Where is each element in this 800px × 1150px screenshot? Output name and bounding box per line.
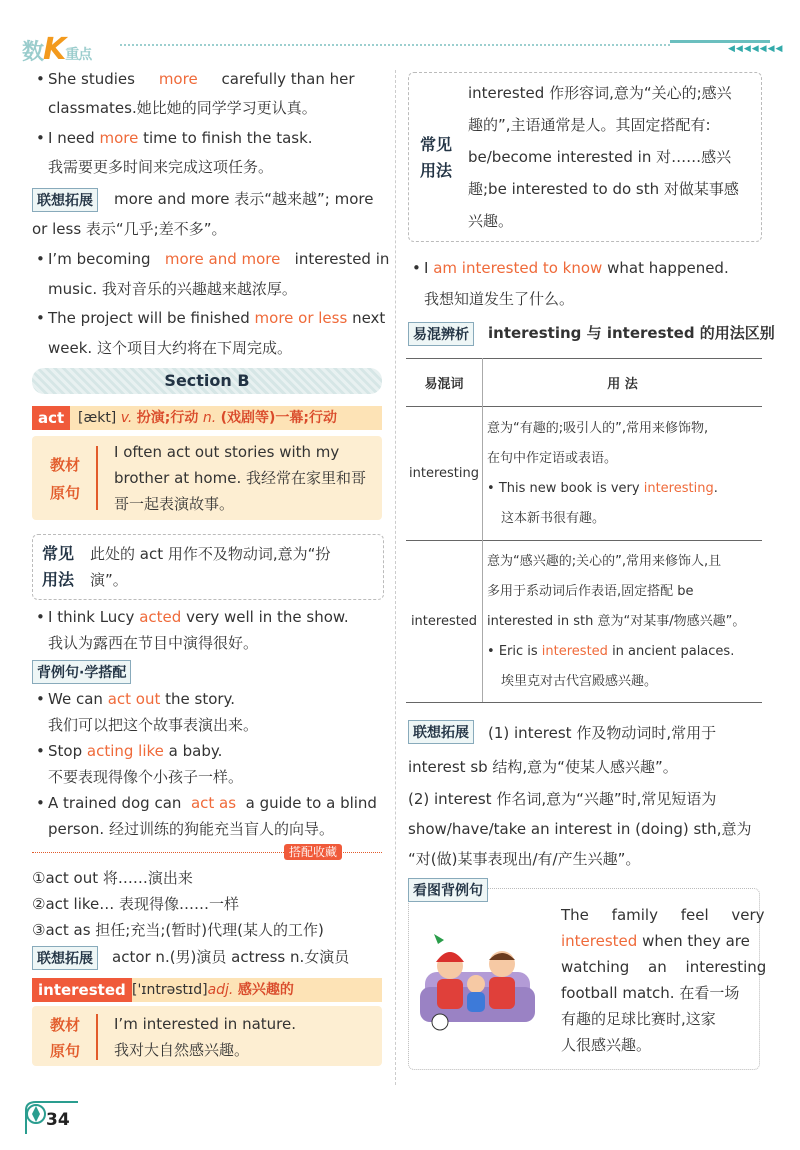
usage-label: 常见 (42, 544, 75, 563)
picture-text: football match. 在看一场 (561, 984, 740, 1002)
table-row (406, 407, 762, 541)
example-translation: 我需要更多时间来完成这项任务。 (48, 158, 274, 176)
source-separator (96, 1014, 98, 1060)
example-line: • The project will be finished more or less next (48, 307, 385, 329)
phrase-item: ①act out 将……演出来 (32, 869, 193, 887)
word-definition: [ækt] v. 扮演;行动 n. (戏剧等)一幕;行动 (78, 410, 338, 426)
usage-label: 用法 (42, 570, 75, 589)
association-text: or less 表示“几乎;差不多”。 (32, 220, 227, 238)
brand-logo (22, 32, 91, 67)
example-line: • She studies more carefully than her (48, 68, 383, 90)
association-text: more and more 表示“越来越”; more (114, 190, 374, 208)
example-line: person. 经过训练的狗能充当盲人的向导。 (48, 820, 334, 838)
example-line: • I’m becoming more and more interested in (48, 248, 389, 270)
example-translation: 我认为露西在节目中演得很好。 (48, 634, 259, 652)
usage-label: 用法 (420, 161, 453, 180)
usage-text: 演”。 (90, 571, 128, 589)
page-number: 34 (46, 1110, 70, 1130)
source-text: I’m interested in nature. (114, 1015, 296, 1033)
header-dotted-rule (120, 44, 670, 46)
usage-text: interested 作形容词,意为“关心的;感兴 (468, 84, 732, 102)
word-tag: interested (32, 978, 132, 1002)
usage-text: be/become interested in 对……感兴 (468, 148, 732, 166)
table-cell-word: interesting (406, 407, 483, 541)
picture-text: 有趣的足球比赛时,这家 (561, 1010, 716, 1028)
picture-text: The family feel very (561, 906, 765, 924)
example-line: • A trained dog can act as a guide to a blind (48, 792, 377, 814)
association-text: show/have/take an interest in (doing) sth,意为 (408, 820, 752, 838)
usage-text: 此处的 act 用作不及物动词,意为“扮 (90, 545, 331, 563)
association-tag: 联想拓展 (32, 946, 98, 970)
picture-tag: 看图背例句 (408, 878, 488, 902)
picture-text: watching an interesting (561, 958, 767, 976)
collect-tag: 搭配收藏 (284, 844, 342, 860)
source-text: I often act out stories with my (114, 443, 340, 461)
source-separator (96, 446, 98, 510)
header-solid-rule (670, 40, 770, 43)
usage-label: 常见 (420, 135, 453, 154)
association-text: (2) interest 作名词,意为“兴趣”时,常见短语为 (408, 790, 717, 808)
picture-text: interested when they are (561, 932, 750, 950)
column-divider (395, 70, 396, 1085)
word-tag: act (32, 406, 70, 430)
association-text: actor n.(男)演员 actress n.女演员 (112, 948, 350, 966)
collocation-tag: 背例句·学搭配 (32, 660, 131, 684)
association-text: “对(做)某事表现出/有/产生兴趣”。 (408, 850, 641, 868)
confusion-tag: 易混辨析 (408, 322, 474, 346)
table-row (406, 541, 762, 703)
usage-text: 趣的”,主语通常是人。其固定搭配有: (468, 116, 711, 134)
example-line: • I think Lucy acted very well in the show. (48, 606, 349, 628)
source-text: 哥一起表演故事。 (114, 495, 235, 513)
association-tag: 联想拓展 (408, 720, 474, 744)
example-translation: 不要表现得像个小孩子一样。 (48, 768, 244, 786)
example-line: week. 这个项目大约将在下周完成。 (48, 339, 292, 357)
table-cell-word: interested (406, 541, 483, 703)
section-heading: Section B (32, 368, 382, 394)
example-line: music. 我对音乐的兴趣越来越浓厚。 (48, 280, 297, 298)
example-translation: 我想知道发生了什么。 (424, 290, 575, 308)
example-line: • I need more time to finish the task. (48, 127, 313, 149)
phrase-item: ②act like… 表现得像……一样 (32, 895, 240, 913)
example-line: • I am interested to know what happened. (424, 257, 729, 279)
source-text: brother at home. 我经常在家里和哥 (114, 469, 367, 487)
example-translation: 我们可以把这个故事表演出来。 (48, 716, 259, 734)
confusion-title: interesting 与 interested 的用法区别 (488, 324, 775, 342)
logo-k: K (43, 32, 66, 67)
source-label: 原句 (50, 1042, 81, 1060)
logo-prefix: 数 (22, 40, 44, 65)
example-line: • Stop acting like a baby. (48, 740, 222, 762)
table-cell-usage: 意为“有趣的;吸引人的”,常用来修饰物, 在句中作定语或表语。 • This new book is very interesting. 这本新书很有趣。 (483, 407, 763, 541)
comparison-table (406, 358, 762, 703)
association-text: (1) interest 作及物动词时,常用于 (488, 724, 717, 742)
usage-text: 兴趣。 (468, 212, 514, 230)
table-header: 易混词 (406, 359, 483, 407)
example-line: classmates.她比她的同学学习更认真。 (48, 99, 317, 117)
source-label: 原句 (50, 484, 81, 502)
picture-text: 人很感兴趣。 (561, 1036, 652, 1054)
association-text: interest sb 结构,意为“使某人感兴趣”。 (408, 758, 678, 776)
source-text: 我对大自然感兴趣。 (114, 1041, 250, 1059)
association-tag: 联想拓展 (32, 188, 98, 212)
table-cell-usage: 意为“感兴趣的;关心的”,常用来修饰人,且 多用于系动词后作表语,固定搭配 be interested in sth 意为“对某事/物感兴趣”。 • Eric is interested in ancient palaces. 埃里克对古代宫殿感兴趣。 (483, 541, 763, 703)
logo-suffix: 重点 (65, 47, 92, 63)
source-label: 教材 (50, 1016, 81, 1034)
source-label: 教材 (50, 456, 81, 474)
family-watching-football-illustration (420, 932, 535, 1032)
word-definition: ['ɪntrəstɪd]adj. 感兴趣的 (132, 982, 294, 998)
example-line: • We can act out the story. (48, 688, 235, 710)
table-header: 用 法 (483, 359, 763, 407)
phrase-item: ③act as 担任;充当;(暂时)代理(某人的工作) (32, 921, 324, 939)
usage-text: 趣;be interested to do sth 对做某事感 (468, 180, 739, 198)
header-arrows-icon: ◀◀◀◀◀◀◀ (728, 44, 784, 54)
